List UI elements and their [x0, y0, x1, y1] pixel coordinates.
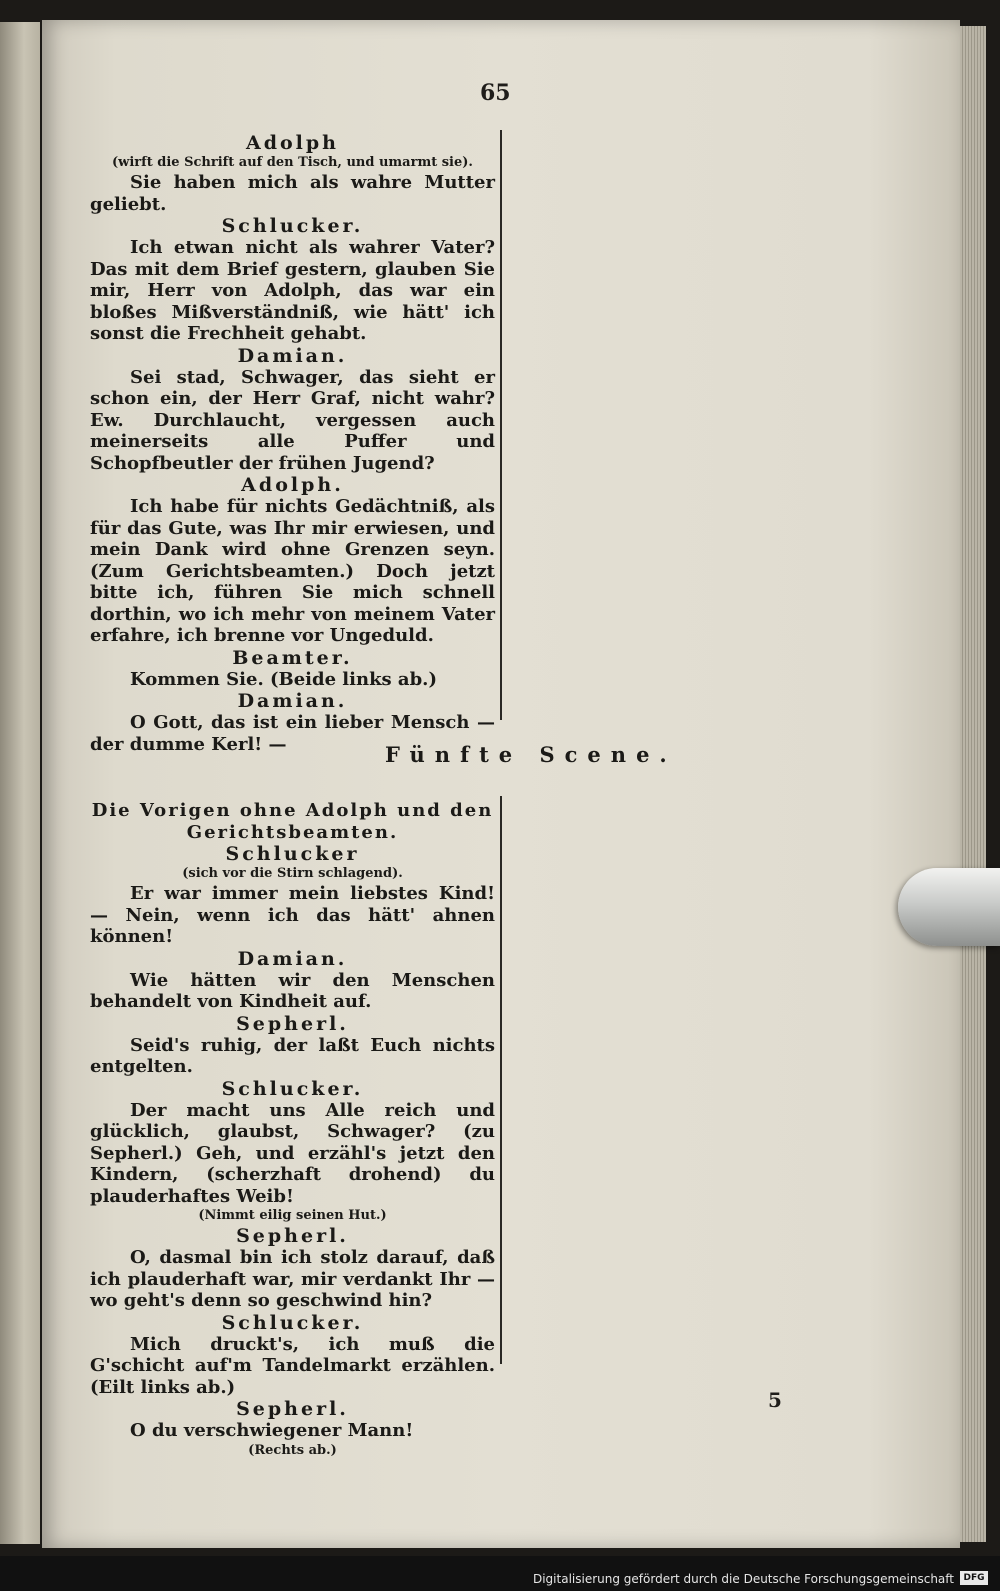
page-number: 65: [480, 80, 511, 106]
column-rule-bottom: [500, 796, 502, 1364]
speaker-name: Damian.: [237, 947, 348, 970]
speaker-name: Schlucker.: [221, 1077, 364, 1100]
speaker-name: Beamter.: [232, 646, 353, 669]
speaker-name: Adolph: [245, 132, 340, 154]
sheet-signature: 5: [768, 1388, 782, 1412]
text-column-bottom: [90, 800, 495, 1460]
dialogue-text: Ich etwan nicht als wahrer Vater? Das mit dem Brief gestern, glauben Sie mir, Herr von Adolph, das war ein bloßes Mißverständniß, wie hätt' ich sonst die Frechheit gehabt.: [90, 237, 495, 344]
speaker-name: Damian.: [237, 344, 348, 367]
dialogue-text: Der macht uns Alle reich und glücklich, glaubst, Schwager? (zu Sepherl.) Geh, und erzähl's jetzt den Kindern, (scherzhaft drohend) du plauderhaftes Weib!: [90, 1099, 495, 1207]
dialogue-text: Sie haben mich als wahre Mutter geliebt.: [90, 172, 495, 215]
page-clip: [898, 868, 1000, 946]
text-column-top: [90, 132, 495, 755]
dialogue-text: O Gott, das ist ein lieber Mensch — der dumme Kerl! —: [90, 712, 495, 755]
stage-direction: (Nimmt eilig seinen Hut.): [198, 1208, 387, 1223]
footer-credit: Digitalisierung gefördert durch die Deutsche Forschungsgemeinschaft: [532, 1572, 954, 1586]
speaker-name: Damian.: [237, 690, 348, 712]
dialogue-text: Wie hätten wir den Menschen behandelt von Kindheit auf.: [90, 969, 495, 1012]
stage-direction: (sich vor die Stirn schlagend).: [182, 866, 403, 881]
dialogue-text: Kommen Sie. (Beide links ab.): [130, 668, 437, 690]
dialogue-text: Sei stad, Schwager, das sieht er schon ein, der Herr Graf, nicht wahr? Ew. Durchlaucht, vergessen auch meinerseits alle Puffer und Schopfbeutler der frühen Jugend?: [90, 366, 495, 474]
speaker-name: Sepherl.: [236, 1398, 349, 1420]
dialogue-text: Mich druckt's, ich muß die G'schicht auf'm Tandelmarkt erzählen. (Eilt links ab.): [90, 1333, 495, 1398]
dialogue-text: Die Vorigen ohne Adolph und den Gerichtsbeamten.: [91, 800, 494, 843]
dialogue-text: Er war immer mein liebstes Kind! — Nein, wenn ich das hätt' ahnen können!: [90, 883, 495, 947]
speaker-name: Schlucker: [225, 843, 360, 865]
dialogue-text: O du verschwiegener Mann!: [130, 1420, 414, 1441]
previous-page-edge: [0, 22, 40, 1544]
speaker-name: Adolph.: [241, 474, 344, 496]
scene-heading: Fünfte Scene.: [385, 742, 677, 767]
speaker-name: Schlucker.: [221, 1311, 364, 1334]
dfg-logo-icon: DFG: [960, 1571, 988, 1585]
dialogue-text: Seid's ruhig, der laßt Euch nichts entgelten.: [90, 1034, 495, 1077]
dialogue-text: Ich habe für nichts Gedächtniß, als für das Gute, was Ihr mir erwiesen, und mein Dank wird ohne Grenzen seyn. (Zum Gerichtsbeamten.) Doch jetzt bitte ich, führen Sie mich schnell dorthin, wo ich mehr von meinem Vater erfahre, ich brenne vor Ungeduld.: [90, 496, 495, 646]
speaker-name: Sepherl.: [236, 1012, 349, 1035]
column-rule-top: [500, 130, 502, 720]
speaker-name: Sepherl.: [236, 1225, 349, 1247]
stage-direction: (wirft die Schrift auf den Tisch, und umarmt sie).: [112, 155, 473, 170]
stage-direction: (Rechts ab.): [248, 1442, 337, 1458]
page-stack-edge: [960, 26, 986, 1542]
speaker-name: Schlucker.: [221, 215, 364, 237]
dialogue-text: O, dasmal bin ich stolz darauf, daß ich plauderhaft war, mir verdankt Ihr — wo geht's denn so geschwind hin?: [90, 1247, 495, 1311]
